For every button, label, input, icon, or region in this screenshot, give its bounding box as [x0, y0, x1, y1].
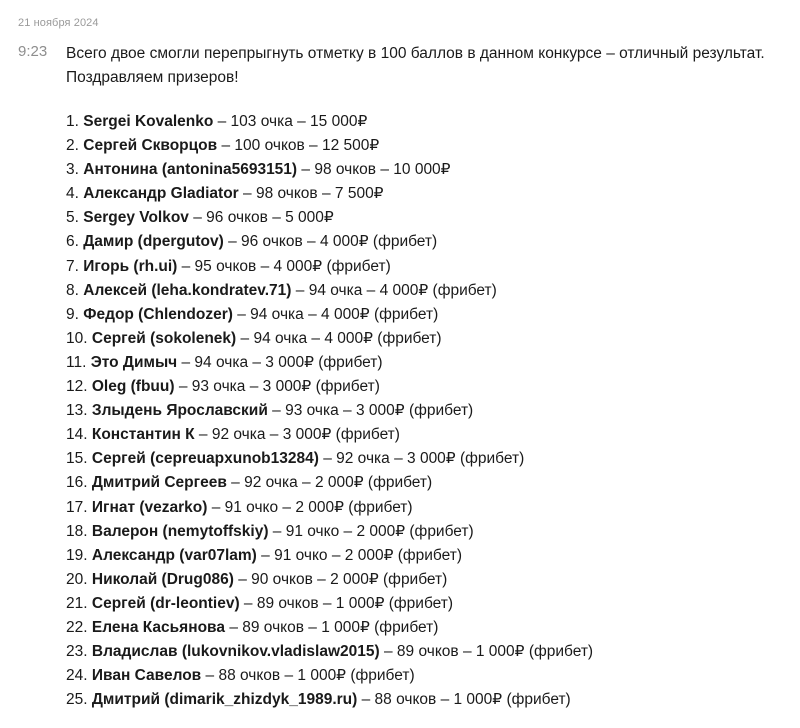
list-item [66, 423, 784, 447]
list-item-number: 23. [66, 643, 88, 661]
winner-name: Это Димыч [90, 353, 178, 371]
winner-name: Дмитрий Сергеев [91, 474, 227, 492]
list-item [66, 279, 784, 303]
list-item-number: 13. [66, 402, 88, 420]
list-item [66, 375, 784, 399]
list-item-number: 4. [66, 185, 79, 203]
list-item-number: 10. [66, 329, 88, 347]
list-item [66, 182, 784, 206]
list-item [66, 496, 784, 520]
winner-score-prize: – 98 очков – 7 500₽ [238, 185, 384, 203]
winners-list [66, 110, 784, 712]
list-item [66, 399, 784, 423]
winner-score-prize: – 94 очка – 4 000₽ (фрибет) [291, 281, 497, 299]
winner-score-prize: – 96 очков – 4 000₽ (фрибет) [223, 233, 438, 251]
list-item-number: 21. [66, 594, 88, 612]
winner-name: Константин К [91, 426, 195, 444]
message-time: 9:23 [18, 43, 48, 60]
winner-name: Игорь (rh.ui) [83, 257, 178, 275]
winner-name: Алексей (leha.kondratev.71) [83, 281, 292, 299]
winner-score-prize: – 92 очка – 2 000₽ (фрибет) [226, 474, 433, 492]
winner-score-prize: – 90 очков – 2 000₽ (фрибет) [233, 570, 448, 588]
list-item [66, 640, 784, 664]
winner-name: Sergey Volkov [83, 209, 189, 227]
winner-name: Елена Касьянова [91, 618, 226, 636]
list-item [66, 520, 784, 544]
list-item-number: 25. [66, 691, 88, 709]
winner-score-prize: – 91 очко – 2 000₽ (фрибет) [268, 522, 474, 540]
list-item-number: 6. [66, 233, 79, 251]
winner-name: Злыдень Ярославский [91, 402, 268, 420]
list-item [66, 544, 784, 568]
list-item [66, 230, 784, 254]
winner-name: Дамир (dpergutov) [83, 233, 224, 251]
list-item [66, 206, 784, 230]
winner-score-prize: – 89 очков – 1 000₽ (фрибет) [379, 643, 594, 661]
list-item [66, 134, 784, 158]
list-item [66, 592, 784, 616]
winner-name: Николай (Drug086) [91, 570, 234, 588]
winner-score-prize: – 100 очков – 12 500₽ [217, 137, 380, 155]
winner-score-prize: – 89 очков – 1 000₽ (фрибет) [225, 618, 439, 636]
winner-name: Sergei Kovalenko [83, 113, 214, 130]
winner-score-prize: – 94 очка – 4 000₽ (фрибет) [236, 329, 442, 347]
list-item [66, 664, 784, 688]
winner-name: Игнат (vezarko) [91, 498, 208, 516]
list-item-number: 20. [66, 570, 88, 588]
list-item [66, 351, 784, 375]
winner-score-prize: – 88 очков – 1 000₽ (фрибет) [357, 691, 571, 709]
winner-name: Дмитрий (dimarik_zhizdyk_1989.ru) [91, 691, 358, 709]
winner-score-prize: – 95 очков – 4 000₽ (фрибет) [177, 257, 391, 275]
winner-name: Александр Gladiator [83, 185, 239, 203]
list-item-number: 8. [66, 281, 79, 299]
list-item [66, 568, 784, 592]
list-item [66, 110, 784, 134]
winner-score-prize: – 96 очков – 5 000₽ [188, 209, 334, 227]
list-item-number: 22. [66, 618, 88, 636]
message-body [66, 42, 784, 712]
winner-score-prize: – 88 очков – 1 000₽ (фрибет) [201, 667, 415, 685]
winner-name: Антонина (antonina5693151) [83, 161, 298, 179]
winner-score-prize: – 92 очка – 3 000₽ (фрибет) [194, 426, 400, 444]
winner-name: Владислав (lukovnikov.vladislaw2015) [91, 643, 380, 661]
winner-name: Сергей (sokolenek) [91, 329, 237, 347]
winner-name: Александр (var07lam) [91, 546, 257, 564]
winner-name: Oleg (fbuu) [91, 378, 175, 396]
list-item-number: 15. [66, 450, 88, 468]
winner-name: Иван Савелов [91, 667, 202, 685]
list-item-number: 17. [66, 498, 88, 516]
list-item-number: 16. [66, 474, 88, 492]
list-item-number: 5. [66, 209, 79, 227]
list-item-number: 11. [66, 353, 87, 371]
list-item [66, 616, 784, 640]
list-item-number: 24. [66, 667, 88, 685]
list-item-number: 2. [66, 137, 79, 155]
list-item-number: 18. [66, 522, 88, 540]
list-item-number: 7. [66, 257, 79, 275]
winner-score-prize: – 91 очко – 2 000₽ (фрибет) [256, 546, 463, 564]
winner-score-prize: – 89 очков – 1 000₽ (фрибет) [239, 594, 454, 612]
list-item [66, 158, 784, 182]
winner-score-prize: – 94 очка – 3 000₽ (фрибет) [177, 353, 383, 371]
date-separator: 21 ноября 2024 [18, 17, 99, 29]
winner-name: Валерон (nemytoffskiy) [91, 522, 269, 540]
list-item [66, 327, 784, 351]
winner-score-prize: – 94 очка – 4 000₽ (фрибет) [232, 305, 439, 323]
list-item [66, 255, 784, 279]
winner-name: Сергей (dr-leontiev) [91, 594, 240, 612]
winner-score-prize: – 91 очко – 2 000₽ (фрибет) [207, 498, 413, 516]
winner-score-prize: – 98 очков – 10 000₽ [297, 161, 451, 179]
list-item [66, 471, 784, 495]
winner-score-prize: – 92 очка – 3 000₽ (фрибет) [318, 450, 525, 468]
list-item-number: 19. [66, 546, 88, 564]
list-item-number: 3. [66, 161, 79, 179]
winner-score-prize: – 93 очка – 3 000₽ (фрибет) [267, 402, 474, 420]
winner-score-prize: – 93 очка – 3 000₽ (фрибет) [174, 378, 380, 396]
list-item [66, 688, 784, 712]
winner-score-prize: – 103 очка – 15 000₽ [213, 113, 368, 130]
list-item-number: 1. [66, 113, 79, 130]
winner-name: Федор (Chlendozer) [83, 305, 233, 323]
message-intro-text: Всего двое смогли перепрыгнуть отметку в 100 баллов в данном конкурсе – отличный результат. Поздравляем призеров! [66, 45, 765, 86]
winner-name: Сергей Скворцов [83, 137, 218, 155]
list-item-number: 9. [66, 305, 79, 323]
list-item [66, 447, 784, 471]
list-item-number: 14. [66, 426, 88, 444]
list-item [66, 303, 784, 327]
list-item-number: 12. [66, 378, 88, 396]
winner-name: Сергей (cepreuapxunob13284) [91, 450, 319, 468]
